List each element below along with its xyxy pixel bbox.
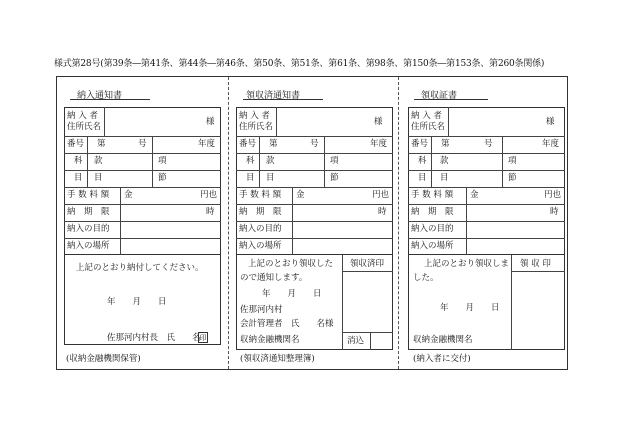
- receipt-notice-message: ので通知します。: [240, 273, 308, 283]
- account-label: 目: [74, 173, 83, 183]
- purpose-label: 納入の目的: [67, 224, 110, 234]
- receipt-message: した。: [413, 273, 439, 283]
- officer-line: 会計管理者 氏 名様: [240, 319, 334, 329]
- account-label: 科: [418, 156, 427, 166]
- payer-label: 住所氏名: [239, 122, 274, 132]
- form-number-header: 様式第28号(第39条―第41条、第44条―第46条、第50条、第51条、第61条、第98条、第150条―第153条、第260条関係): [54, 59, 545, 69]
- number-prefix: 第: [441, 139, 450, 149]
- cut-line: [398, 77, 399, 369]
- retention-note: (領収済通知整理簿): [240, 354, 315, 364]
- account-label: 目: [246, 173, 255, 183]
- fiscal-year-label: 年度: [198, 139, 216, 149]
- number-suffix: 号: [310, 139, 319, 149]
- fiscal-year-label: 年度: [370, 139, 388, 149]
- sama-suffix: 様: [206, 117, 215, 127]
- account-label: 項: [508, 156, 517, 166]
- fee-prefix: 金: [124, 190, 133, 200]
- deadline-suffix: 時: [206, 207, 215, 217]
- retention-note: (収納金融機関保管): [66, 354, 141, 364]
- number-prefix: 第: [269, 139, 278, 149]
- account-label: 節: [508, 173, 517, 183]
- purpose-label: 納入の目的: [239, 224, 282, 234]
- number-suffix: 号: [484, 139, 493, 149]
- reconcile-label: 消込: [347, 336, 365, 346]
- deadline-label: 納 期 限: [239, 207, 282, 217]
- payer-label: 納 入 者: [67, 111, 98, 121]
- account-label: 目: [418, 173, 427, 183]
- fee-label: 手 数 料 額: [239, 190, 282, 200]
- notice-message: 上記のとおり納付してください。: [76, 263, 204, 273]
- receipt-stamp-label: 領収済印: [350, 259, 385, 269]
- place-label: 納入の場所: [67, 241, 110, 251]
- number-label: 番号: [411, 139, 429, 149]
- account-label: 科: [74, 156, 83, 166]
- account-label: 目: [94, 173, 103, 183]
- deadline-suffix: 時: [378, 207, 387, 217]
- cut-line: [228, 77, 229, 369]
- payer-label: 納 入 者: [411, 111, 442, 121]
- payer-label: 住所氏名: [411, 122, 446, 132]
- account-label: 款: [440, 156, 449, 166]
- account-label: 科: [246, 156, 255, 166]
- account-label: 目: [266, 173, 275, 183]
- bank-name-label: 収納金融機関名: [413, 335, 473, 345]
- account-label: 款: [94, 156, 103, 166]
- fee-suffix: 円也: [200, 190, 218, 200]
- title-underline: [414, 99, 488, 100]
- date-line: 年 月 日: [440, 303, 500, 313]
- receipt-message: 上記のとおり領収しま: [424, 259, 510, 269]
- fee-prefix: 金: [296, 190, 305, 200]
- panel-title: 領収証書: [421, 91, 458, 101]
- place-label: 納入の場所: [411, 241, 454, 251]
- deadline-suffix: 時: [550, 207, 559, 217]
- seal-box: 印: [199, 334, 207, 342]
- payer-label: 納 入 者: [239, 111, 270, 121]
- receipt-stamp-label: 領 収 印: [520, 259, 551, 269]
- date-line: 年 月 日: [262, 289, 322, 299]
- purpose-label: 納入の目的: [411, 224, 454, 234]
- receipt-notice-message: 上記のとおり領収した: [248, 259, 334, 269]
- account-label: 項: [158, 156, 167, 166]
- account-label: 節: [330, 173, 339, 183]
- title-underline: [70, 99, 150, 100]
- fee-suffix: 円也: [544, 190, 562, 200]
- bank-name-label: 収納金融機関名: [240, 335, 300, 345]
- panel-title: 領収済通知書: [246, 91, 301, 101]
- deadline-label: 納 期 限: [411, 207, 454, 217]
- fee-label: 手 数 料 額: [411, 190, 454, 200]
- sama-suffix: 様: [374, 117, 383, 127]
- fee-suffix: 円也: [372, 190, 390, 200]
- retention-note: (納入者に交付): [413, 354, 471, 364]
- place-label: 納入の場所: [239, 241, 282, 251]
- date-line: 年 月 日: [107, 297, 167, 307]
- village-name: 佐那河内村: [240, 305, 283, 315]
- deadline-label: 納 期 限: [67, 207, 110, 217]
- number-label: 番号: [67, 139, 85, 149]
- account-label: 項: [330, 156, 339, 166]
- number-prefix: 第: [97, 139, 106, 149]
- fee-label: 手 数 料 額: [67, 190, 110, 200]
- account-label: 節: [158, 173, 167, 183]
- panel-title: 納入通知書: [77, 91, 123, 101]
- signer-line: 佐那河内村長 氏 名: [107, 333, 201, 343]
- account-label: 款: [266, 156, 275, 166]
- title-underline: [243, 99, 323, 100]
- sama-suffix: 様: [546, 117, 555, 127]
- number-suffix: 号: [138, 139, 147, 149]
- account-label: 目: [440, 173, 449, 183]
- fiscal-year-label: 年度: [542, 139, 560, 149]
- payer-label: 住所氏名: [67, 122, 102, 132]
- number-label: 番号: [239, 139, 257, 149]
- fee-prefix: 金: [470, 190, 479, 200]
